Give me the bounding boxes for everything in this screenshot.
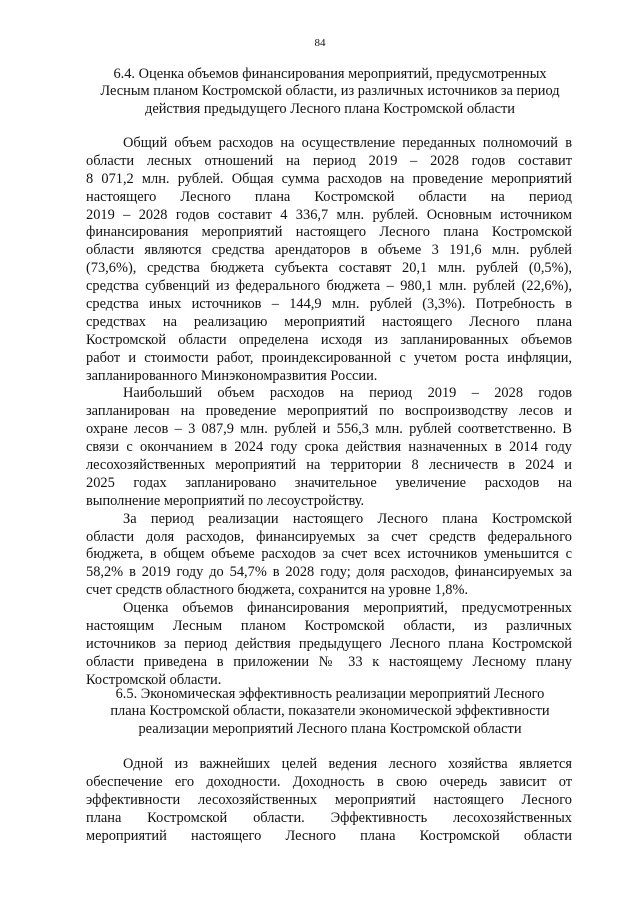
body-text-line: Одной из важнейших целей ведения лесного хозяйства является (123, 756, 572, 772)
body-text-line: бюджета, в общем объеме расходов за счет всех источников уменьшится с (86, 546, 572, 563)
section-6-4-heading (86, 66, 574, 118)
body-text-line: счет средств областного бюджета, сохранится на уровне 1,8%. (86, 582, 469, 599)
body-text-line: финансирования мероприятий настоящего Лесного плана Костромской (86, 224, 572, 241)
body-text-line: работ и стоимости работ, проиндексированной с учетом роста инфляции, (86, 349, 572, 366)
body-text-line: области приведена в приложении № 33 к настоящему Лесному плану (86, 653, 572, 670)
body-text-line: 2019 – 2028 годов составит 4 336,7 млн. рублей. Основным источником (86, 206, 572, 223)
body-text-line: Костромской области. (86, 671, 222, 688)
section-6-4-body (86, 135, 572, 690)
body-text-line: лесохозяйственных мероприятий на территории 8 лесничеств в 2024 и (86, 457, 572, 474)
body-text-line: средства субвенций из федерального бюджета – 980,1 млн. рублей (22,6%), (86, 278, 572, 295)
section-6-5-body (86, 756, 572, 845)
body-text-line: 58,2% в 2019 году до 54,7% в 2028 году; доля расходов, финансируемых за (86, 564, 572, 581)
body-text-line: настоящим Лесным планом Костромской области, из различных (86, 618, 572, 635)
body-text-line: 2025 годах запланировано значительное увеличение расходов на (86, 474, 572, 491)
body-text-line: Оценка объемов финансирования мероприятий, предусмотренных (123, 600, 572, 617)
body-text-line: обеспечение его доходности. Доходность в свою очередь зависит от (86, 773, 572, 790)
body-text-line: настоящего Лесного плана Костромской области на период (86, 188, 572, 205)
body-text-line: За период реализации настоящего Лесного плана Костромской (123, 510, 572, 527)
body-text-line: Общий объем расходов на осуществление переданных полномочий в (123, 135, 572, 151)
body-text-line: охране лесов – 3 087,9 млн. рублей и 556,3 млн. рублей соответственно. В (86, 421, 572, 438)
body-text-line: эффективности лесохозяйственных мероприятий настоящего Лесного (86, 791, 572, 808)
heading-line: плана Костромской области, показатели экономической эффективности (110, 703, 550, 720)
heading-line: действия предыдущего Лесного плана Костромской области (145, 100, 515, 117)
body-text-line: средства иных источников – 144,9 млн. рублей (3,3%). Потребность в (86, 296, 572, 313)
page-number: 84 (314, 37, 326, 49)
heading-line: 6.5. Экономическая эффективность реализации мероприятий Лесного (115, 686, 545, 702)
body-text-line: плана Костромской области. Эффективность лесохозяйственных (86, 809, 572, 826)
body-text-line: 8 071,2 млн. рублей. Общая сумма расходов на проведение мероприятий (86, 170, 572, 187)
body-text-line: Костромской области определена исходя из запланированных объемов (86, 331, 572, 348)
body-text-line: источников за период действия предыдущего Лесного плана Костромской (86, 635, 572, 652)
body-text-line: области лесных отношений на период 2019 – 2028 годов составит (86, 152, 572, 169)
body-text-line: запланирован на проведение мероприятий по воспроизводству лесов и (86, 403, 572, 420)
heading-line: 6.4. Оценка объемов финансирования мероприятий, предусмотренных (113, 66, 547, 82)
body-text-line: Наибольший объем расходов на период 2019 – 2028 годов (123, 385, 572, 402)
heading-line: реализации мероприятий Лесного плана Костромской области (138, 720, 522, 737)
body-text-line: связи с окончанием в 2024 году срока действия назначенных в 2014 году (86, 439, 572, 456)
body-text-line: мероприятий настоящего Лесного плана Костромской области (86, 827, 572, 844)
body-text-line: области являются средства арендаторов в объеме 3 191,6 млн. рублей (86, 242, 572, 259)
section-6-5-heading (86, 686, 574, 738)
heading-line: Лесным планом Костромской области, из различных источников за период (100, 83, 560, 100)
body-text-line: области доля расходов, финансируемых за счет средств федерального (86, 528, 572, 545)
body-text-line: (73,6%), средства бюджета субъекта составят 20,1 млн. рублей (0,5%), (86, 260, 572, 277)
body-text-line: средствах на реализацию мероприятий настоящего Лесного плана (86, 313, 572, 330)
body-text-line: выполнение мероприятий по лесоустройству. (86, 492, 365, 509)
body-text-line: запланированного Минэкономразвития России. (86, 367, 378, 384)
